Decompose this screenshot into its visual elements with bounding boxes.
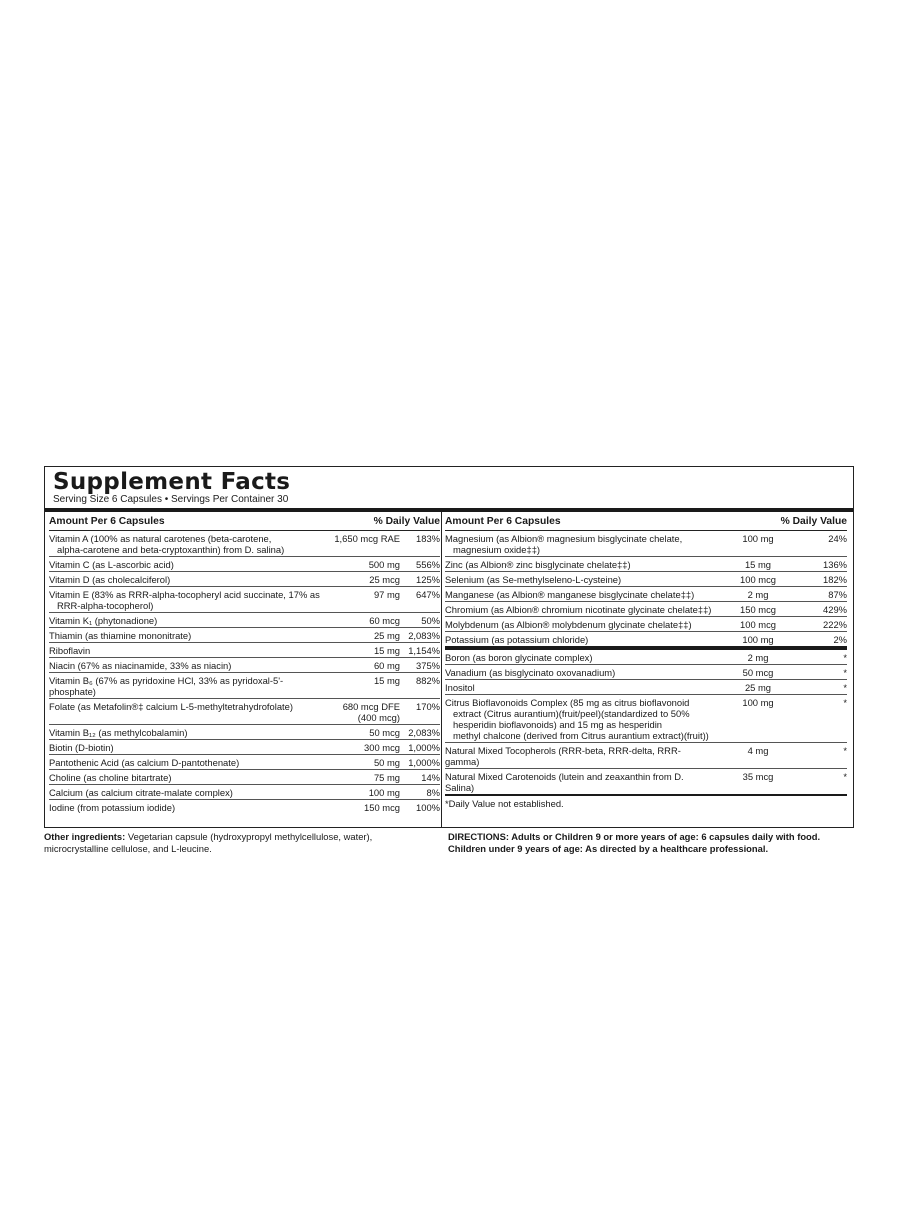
nutrient-row (49, 755, 440, 770)
nutrient-name (445, 667, 715, 678)
nutrient-daily-value: 100% (416, 802, 440, 813)
nutrient-daily-value: 1,154% (408, 645, 440, 656)
daily-value-header: % Daily Value (780, 516, 847, 527)
nutrient-row (445, 743, 847, 769)
nutrient-row (49, 572, 440, 587)
nutrient-daily-value: 556% (416, 559, 440, 570)
other-ingredients-label: Other ingredients: (44, 831, 126, 842)
nutrient-amount (322, 675, 400, 697)
nutrient-amount-line: 500 mg (368, 559, 400, 570)
nutrient-daily-value: 170% (416, 701, 440, 712)
nutrient-amount-line: 15 mg (373, 645, 400, 656)
nutrient-row (49, 628, 440, 643)
nutrient-amount-line: 680 mcg DFE (342, 701, 400, 712)
nutrient-daily-value: * (843, 652, 847, 663)
nutrient-row (445, 557, 847, 572)
nutrient-name (445, 771, 715, 793)
nutrient-amount-line: 1,650 mcg RAE (334, 533, 400, 544)
nutrient-amount (715, 574, 801, 585)
nutrient-row (445, 665, 847, 680)
nutrient-amount-line: 100 mg (742, 533, 774, 544)
nutrient-amount-line: 25 mg (373, 630, 400, 641)
directions (448, 831, 848, 854)
nutrient-amount (322, 589, 400, 611)
nutrient-name-line: Vitamin C (as L-ascorbic acid) (49, 559, 174, 570)
left-header (49, 513, 440, 531)
nutrient-row (49, 725, 440, 740)
nutrient-row (445, 650, 847, 665)
nutrient-name-line: Citrus Bioflavonoids Complex (85 mg as citrus bioflavonoid (445, 697, 690, 708)
nutrient-name-line: alpha-carotene and beta-cryptoxanthin) from D. salina) (57, 544, 285, 555)
nutrient-amount-line: 4 mg (747, 745, 769, 756)
nutrient-daily-value: 375% (416, 660, 440, 671)
panel-title: Supplement Facts (53, 469, 291, 495)
right-rows (445, 531, 847, 796)
nutrient-name-line: Iodine (from potassium iodide) (49, 802, 176, 813)
nutrient-daily-value: 2,083% (408, 630, 440, 641)
nutrient-daily-value: 2,083% (408, 727, 440, 738)
directions-line-2: Children under 9 years of age: As directed by a healthcare professional. (448, 842, 769, 854)
nutrient-amount (322, 727, 400, 738)
nutrient-name-line: hesperidin bioflavonoids) and 15 mg as hesperidin (453, 719, 662, 730)
nutrient-daily-value: 222% (823, 619, 847, 630)
nutrient-amount-line: 60 mcg (369, 615, 400, 626)
nutrient-amount (715, 682, 801, 693)
nutrient-row (445, 572, 847, 587)
nutrient-amount (322, 533, 400, 555)
nutrient-name (49, 574, 322, 585)
nutrient-daily-value: * (843, 697, 847, 708)
nutrient-name-line: Biotin (D-biotin) (49, 742, 114, 753)
nutrient-amount (715, 604, 801, 615)
nutrient-amount-line: 100 mg (368, 787, 400, 798)
nutrient-amount-line: 50 mg (373, 757, 400, 768)
nutrient-amount (322, 757, 400, 768)
nutrient-name (445, 589, 715, 600)
nutrient-amount-line: 50 mcg (742, 667, 774, 678)
nutrient-amount-line: 35 mcg (742, 771, 774, 782)
serving-info: Serving Size 6 Capsules • Servings Per Container 30 (53, 494, 289, 505)
nutrient-name-line: Folate (as Metafolin®‡ calcium L-5-methyltetrahydrofolate) (49, 701, 293, 712)
other-ingredients (44, 831, 404, 854)
nutrient-amount (322, 645, 400, 656)
nutrient-row (49, 531, 440, 557)
nutrient-row (445, 587, 847, 602)
nutrient-name (49, 559, 322, 570)
nutrient-amount-line: 100 mg (742, 634, 774, 645)
nutrient-name (445, 619, 715, 630)
nutrient-amount-line: 2 mg (747, 589, 769, 600)
nutrient-name-line: Natural Mixed Carotenoids (lutein and zeaxanthin from D. Salina) (445, 771, 684, 793)
nutrient-name-line: Zinc (as Albion® zinc bisglycinate chelate‡‡) (445, 559, 631, 570)
nutrient-amount (715, 697, 801, 741)
nutrient-amount (322, 742, 400, 753)
nutrient-row (49, 643, 440, 658)
nutrient-row (49, 785, 440, 800)
nutrient-name (49, 589, 322, 611)
nutrient-daily-value: 647% (416, 589, 440, 600)
daily-value-note: *Daily Value not established. (445, 798, 564, 809)
nutrient-name-line: Vitamin A (100% as natural carotenes (beta-carotene, (49, 533, 272, 544)
nutrient-amount (715, 667, 801, 678)
nutrient-amount (322, 574, 400, 585)
nutrient-row (49, 557, 440, 572)
nutrient-name (445, 682, 715, 693)
nutrient-name-line: Chromium (as Albion® chromium nicotinate glycinate chelate‡‡) (445, 604, 712, 615)
nutrient-row (445, 769, 847, 796)
nutrient-name-line: Vanadium (as bisglycinato oxovanadium) (445, 667, 616, 678)
nutrient-name (445, 604, 715, 615)
nutrient-row (49, 800, 440, 814)
nutrient-name-line: Choline (as choline bitartrate) (49, 772, 172, 783)
nutrient-name (445, 533, 715, 555)
directions-line-1: DIRECTIONS: Adults or Children 9 or more years of age: 6 capsules daily with food. (448, 831, 821, 842)
nutrient-amount (715, 745, 801, 767)
nutrient-amount-line: 15 mg (373, 675, 400, 686)
nutrient-daily-value: * (843, 771, 847, 782)
nutrient-amount (715, 771, 801, 793)
nutrient-name (445, 745, 715, 767)
nutrient-name-line: Vitamin B₆ (67% as pyridoxine HCl, 33% as pyridoxal-5'-phosphate) (49, 675, 284, 697)
nutrient-name-line: Natural Mixed Tocopherols (RRR-beta, RRR-delta, RRR-gamma) (445, 745, 681, 767)
nutrient-daily-value: 429% (823, 604, 847, 615)
nutrient-name-line: magnesium oxide‡‡) (453, 544, 541, 555)
nutrient-name (49, 787, 322, 798)
nutrient-name (49, 701, 322, 723)
nutrient-daily-value: * (843, 682, 847, 693)
nutrient-row (49, 770, 440, 785)
nutrient-name (445, 634, 715, 645)
nutrient-amount-line: 15 mg (744, 559, 772, 570)
left-column (49, 513, 440, 827)
nutrient-daily-value: * (843, 667, 847, 678)
nutrient-daily-value: 8% (426, 787, 440, 798)
nutrient-name (445, 652, 715, 663)
right-header (445, 513, 847, 531)
nutrient-row (49, 699, 440, 725)
other-ingredients-text: Vegetarian capsule (hydroxypropyl methylcellulose, water), microcrystalline cellulose, and L-leucine. (44, 831, 373, 854)
nutrient-amount (715, 652, 801, 663)
nutrient-name-line: extract (Citrus aurantium)(fruit/peel)(standardized to 50% (453, 708, 690, 719)
nutrient-amount (715, 619, 801, 630)
nutrient-daily-value: 183% (416, 533, 440, 544)
amount-header: Amount Per 6 Capsules (49, 516, 165, 527)
nutrient-name-line: methyl chalcone (derived from Citrus aurantium extract)(fruit)) (453, 730, 709, 741)
supplement-facts-panel (44, 466, 854, 828)
nutrient-name (445, 574, 715, 585)
nutrient-amount-line: 100 mg (742, 697, 774, 708)
nutrient-row (49, 658, 440, 673)
nutrient-daily-value: 125% (416, 574, 440, 585)
right-column (445, 513, 847, 827)
nutrient-name (49, 615, 322, 626)
nutrient-row (445, 617, 847, 632)
nutrient-name-line: Vitamin K₁ (phytonadione) (49, 615, 158, 626)
nutrient-amount (715, 533, 801, 555)
nutrient-name (49, 630, 322, 641)
nutrient-name (49, 802, 322, 813)
nutrient-name-line: Thiamin (as thiamine mononitrate) (49, 630, 192, 641)
nutrient-amount (322, 802, 400, 813)
nutrient-name-line: Vitamin B₁₂ (as methylcobalamin) (49, 727, 188, 738)
nutrient-name-line: Calcium (as calcium citrate-malate complex) (49, 787, 233, 798)
nutrient-daily-value: 87% (828, 589, 847, 600)
nutrient-amount-line: 50 mcg (369, 727, 400, 738)
nutrient-row (49, 673, 440, 699)
nutrient-name (49, 757, 322, 768)
nutrient-amount (322, 660, 400, 671)
nutrient-name-line: Pantothenic Acid (as calcium D-pantothenate) (49, 757, 240, 768)
nutrient-daily-value: 1,000% (408, 757, 440, 768)
nutrient-daily-value: 1,000% (408, 742, 440, 753)
nutrient-name-line: Selenium (as Se-methylseleno-L-cysteine) (445, 574, 622, 585)
nutrient-amount-line: 25 mg (744, 682, 772, 693)
nutrient-amount-line: 60 mg (373, 660, 400, 671)
nutrient-amount-line: 100 mcg (740, 574, 776, 585)
nutrient-name-line: Manganese (as Albion® manganese bisglycinate chelate‡‡) (445, 589, 695, 600)
nutrient-daily-value: 2% (833, 634, 847, 645)
nutrient-row (49, 613, 440, 628)
column-divider (441, 512, 442, 827)
nutrient-name (445, 697, 715, 741)
nutrient-name-line: Vitamin D (as cholecalciferol) (49, 574, 171, 585)
nutrient-row (445, 531, 847, 557)
nutrient-amount-line: (400 mcg) (357, 712, 400, 723)
nutrient-row (445, 632, 847, 650)
nutrient-amount (322, 630, 400, 641)
nutrient-name (49, 660, 322, 671)
nutrient-amount-line: 97 mg (373, 589, 400, 600)
nutrient-amount-line: 150 mcg (364, 802, 400, 813)
nutrient-name (49, 742, 322, 753)
nutrient-daily-value: 14% (421, 772, 440, 783)
nutrient-daily-value: 882% (416, 675, 440, 686)
nutrient-row (49, 740, 440, 755)
nutrient-name-line: Molybdenum (as Albion® molybdenum glycinate chelate‡‡) (445, 619, 692, 630)
nutrient-name-line: Potassium (as potassium chloride) (445, 634, 589, 645)
nutrient-amount (322, 787, 400, 798)
nutrient-amount-line: 150 mcg (740, 604, 776, 615)
amount-header: Amount Per 6 Capsules (445, 516, 561, 527)
nutrient-name (49, 727, 322, 738)
nutrient-daily-value: 136% (823, 559, 847, 570)
nutrient-amount-line: 25 mcg (369, 574, 400, 585)
nutrient-amount-line: 2 mg (747, 652, 769, 663)
daily-value-header: % Daily Value (373, 516, 440, 527)
nutrient-amount (715, 634, 801, 645)
nutrient-row (49, 587, 440, 613)
nutrient-amount (715, 589, 801, 600)
nutrient-row (445, 695, 847, 743)
nutrient-amount (322, 615, 400, 626)
nutrient-name (445, 559, 715, 570)
nutrient-amount-line: 300 mcg (364, 742, 400, 753)
nutrient-daily-value: 24% (828, 533, 847, 544)
nutrient-daily-value: 182% (823, 574, 847, 585)
nutrient-amount (322, 772, 400, 783)
nutrient-name (49, 645, 322, 656)
nutrient-name (49, 675, 322, 697)
nutrient-amount (322, 559, 400, 570)
nutrient-amount-line: 75 mg (373, 772, 400, 783)
nutrient-name-line: Boron (as boron glycinate complex) (445, 652, 593, 663)
nutrient-name (49, 772, 322, 783)
nutrient-amount (715, 559, 801, 570)
thick-rule (45, 508, 853, 512)
nutrient-name-line: Inositol (445, 682, 475, 693)
nutrient-name-line: Niacin (67% as niacinamide, 33% as niacin) (49, 660, 232, 671)
nutrient-name-line: RRR-alpha-tocopherol) (57, 600, 154, 611)
nutrient-daily-value: 50% (421, 615, 440, 626)
nutrient-amount-line: 100 mcg (740, 619, 776, 630)
nutrient-amount (322, 701, 400, 723)
nutrient-name-line: Riboflavin (49, 645, 91, 656)
left-rows (49, 531, 440, 814)
nutrient-row (445, 680, 847, 695)
nutrient-row (445, 602, 847, 617)
nutrient-name-line: Magnesium (as Albion® magnesium bisglycinate chelate, (445, 533, 683, 544)
nutrient-name (49, 533, 322, 555)
nutrient-name-line: Vitamin E (83% as RRR-alpha-tocopheryl acid succinate, 17% as (49, 589, 320, 600)
nutrient-daily-value: * (843, 745, 847, 756)
